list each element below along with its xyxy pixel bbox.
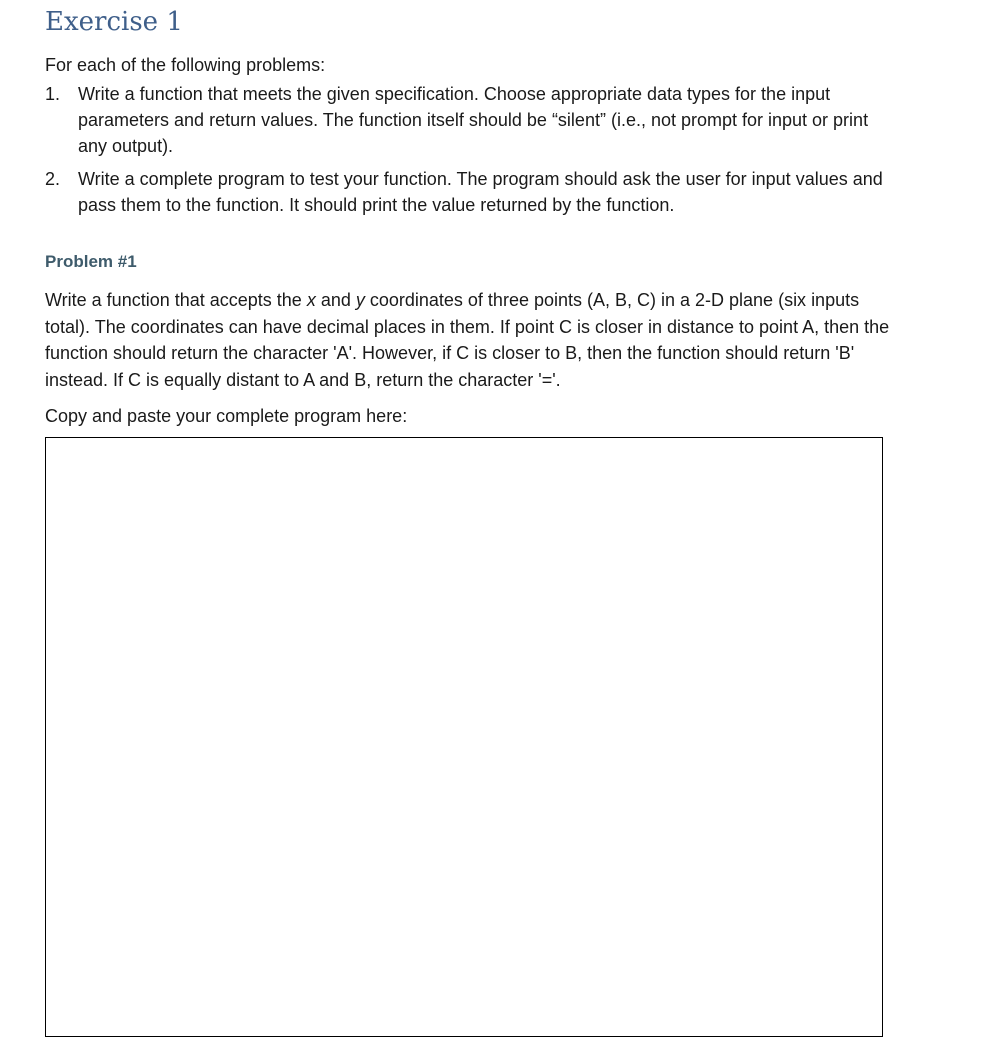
instruction-number: 2. — [45, 169, 61, 189]
instruction-text: Write a function that meets the given specification. Choose appropriate data types for the input parameters and return values. The function itself should be “silent” (i.e., not prompt for input or print any output). — [78, 84, 869, 156]
instruction-text: Write a complete program to test your function. The program should ask the user for input values and pass them to the function. It should print the value returned by the function. — [78, 169, 883, 215]
instructions-list — [45, 81, 895, 225]
y-variable: y — [355, 290, 365, 310]
intro-text: For each of the following problems: — [45, 55, 326, 75]
answer-box[interactable] — [45, 437, 883, 1037]
exercise-title: Exercise 1 — [45, 7, 183, 37]
x-variable: x — [306, 290, 316, 310]
problem-heading: Problem #1 — [45, 252, 137, 271]
copy-prompt: Copy and paste your complete program here: — [45, 406, 408, 426]
problem-text-part: Write a function that accepts the — [45, 290, 307, 310]
instruction-number: 1. — [45, 84, 61, 104]
problem-text-part: and — [315, 290, 356, 310]
problem-description — [45, 287, 895, 393]
instruction-item — [45, 81, 895, 159]
problem-text-part: coordinates of three points (A, B, C) in a 2-D plane (six inputs total). The coordinates can have decimal places in them. If point C is closer in distance to point A, then the function should return the character 'A'. However, if C is closer to B, then the function should return 'B' instead. If C is equally distant to A and B, return the character '='. — [45, 290, 890, 390]
instruction-item — [45, 166, 895, 218]
